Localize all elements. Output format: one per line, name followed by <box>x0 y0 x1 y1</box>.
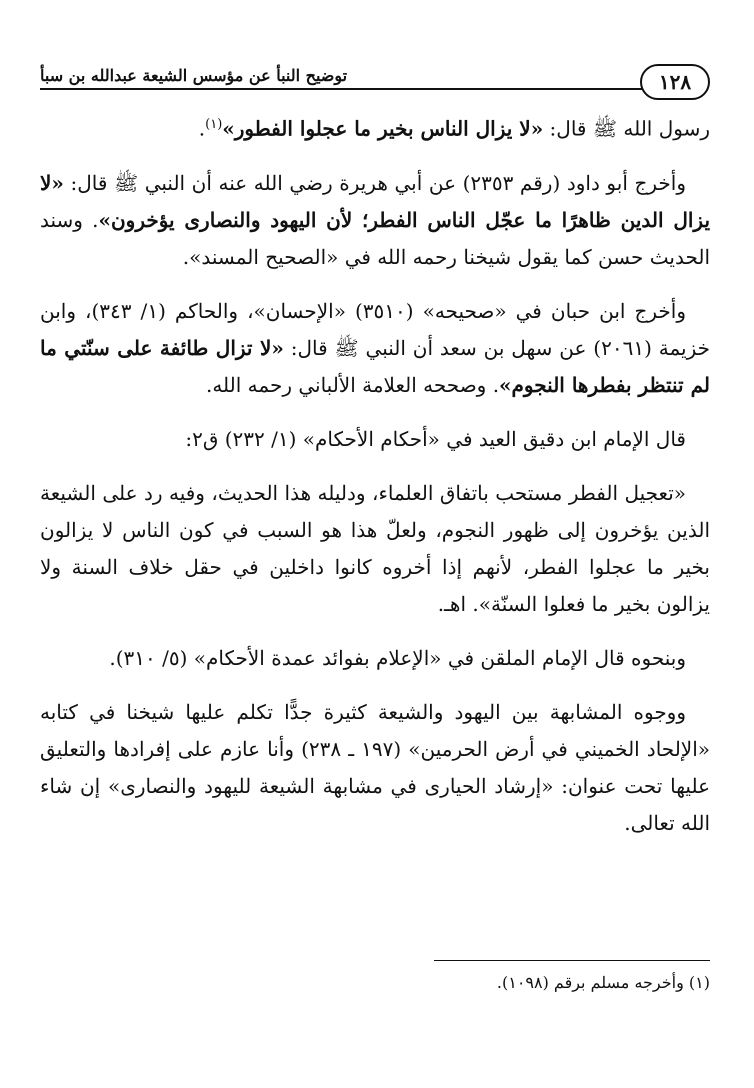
paragraph-1 <box>40 106 710 148</box>
text-segment: . وسند الحديث حسن كما يقول شيخنا رحمه الله في «الصحيح المسند». <box>40 207 710 269</box>
text-segment: رسول الله ﷺ قال: <box>543 116 710 141</box>
footnote-marker: (١) <box>205 117 223 132</box>
hadith-quote: «لا يزال الناس بخير ما عجلوا الفطور» <box>222 116 544 141</box>
paragraph-2 <box>40 165 710 276</box>
hadith-quote: «لا تزال طائفة على سنّتي ما لم تنتظر بفطرها النجوم» <box>40 335 710 397</box>
main-text <box>40 106 710 859</box>
footnote-divider <box>434 960 710 961</box>
paragraph-3 <box>40 293 710 404</box>
text-segment: . <box>198 116 206 141</box>
paragraph-7 <box>40 694 710 842</box>
text-segment: وأخرج ابن حبان في «صحيحه» (٣٥١٠) «الإحسان»، والحاكم (١/ ٣٤٣)، وابن خزيمة (٢٠٦١) عن سهل بن سعد أن النبي ﷺ قال: <box>40 298 710 360</box>
text-segment: «تعجيل الفطر مستحب باتفاق العلماء، ودليله هذا الحديث، وفيه رد على الشيعة الذين يؤخرون إلى ظهور النجوم، ولعلّ هذا هو السبب في كون الناس لا يزالون بخير ما عجلوا الفطر، لأنهم إذا أخروه كانوا داخلين في حقل خلاف السنة ولا يزالون بخير ما فعلوا السنّة». اهـ. <box>40 480 710 616</box>
text-segment: . وصححه العلامة الألباني رحمه الله. <box>205 372 500 397</box>
page-number-badge: ١٢٨ <box>640 64 710 100</box>
page-header <box>40 64 710 100</box>
footnote: (١) وأخرجه مسلم برقم (١٠٩٨). <box>496 973 710 992</box>
hadith-quote: «لا يزال الدين ظاهرًا ما عجّل الناس الفطر؛ لأن اليهود والنصارى يؤخرون» <box>40 170 711 232</box>
text-segment: وأخرج أبو داود (رقم ٢٣٥٣) عن أبي هريرة رضي الله عنه أن النبي ﷺ قال: <box>63 170 686 195</box>
text-segment: قال الإمام ابن دقيق العيد في «أحكام الأحكام» (١/ ٢٣٢) ق٢: <box>185 426 686 451</box>
running-title: توضيح النبأ عن مؤسس الشيعة عبدالله بن سبأ <box>40 64 355 88</box>
text-segment: ووجوه المشابهة بين اليهود والشيعة كثيرة جدًّا تكلم عليها شيخنا في كتابه «الإلحاد الخميني في أرض الحرمين» (١٩٧ ـ ٢٣٨) وأنا عازم على إفرادها والتعليق عليها تحت عنوان: «إرشاد الحيارى في مشابهة الشيعة لليهود والنصارى» إن شاء الله تعالى. <box>40 699 711 835</box>
paragraph-6 <box>40 640 710 677</box>
paragraph-5 <box>40 475 710 623</box>
paragraph-4 <box>40 421 710 458</box>
text-segment: وبنحوه قال الإمام الملقن في «الإعلام بفوائد عمدة الأحكام» (٥/ ٣١٠). <box>109 645 686 670</box>
header-rule <box>40 88 650 90</box>
